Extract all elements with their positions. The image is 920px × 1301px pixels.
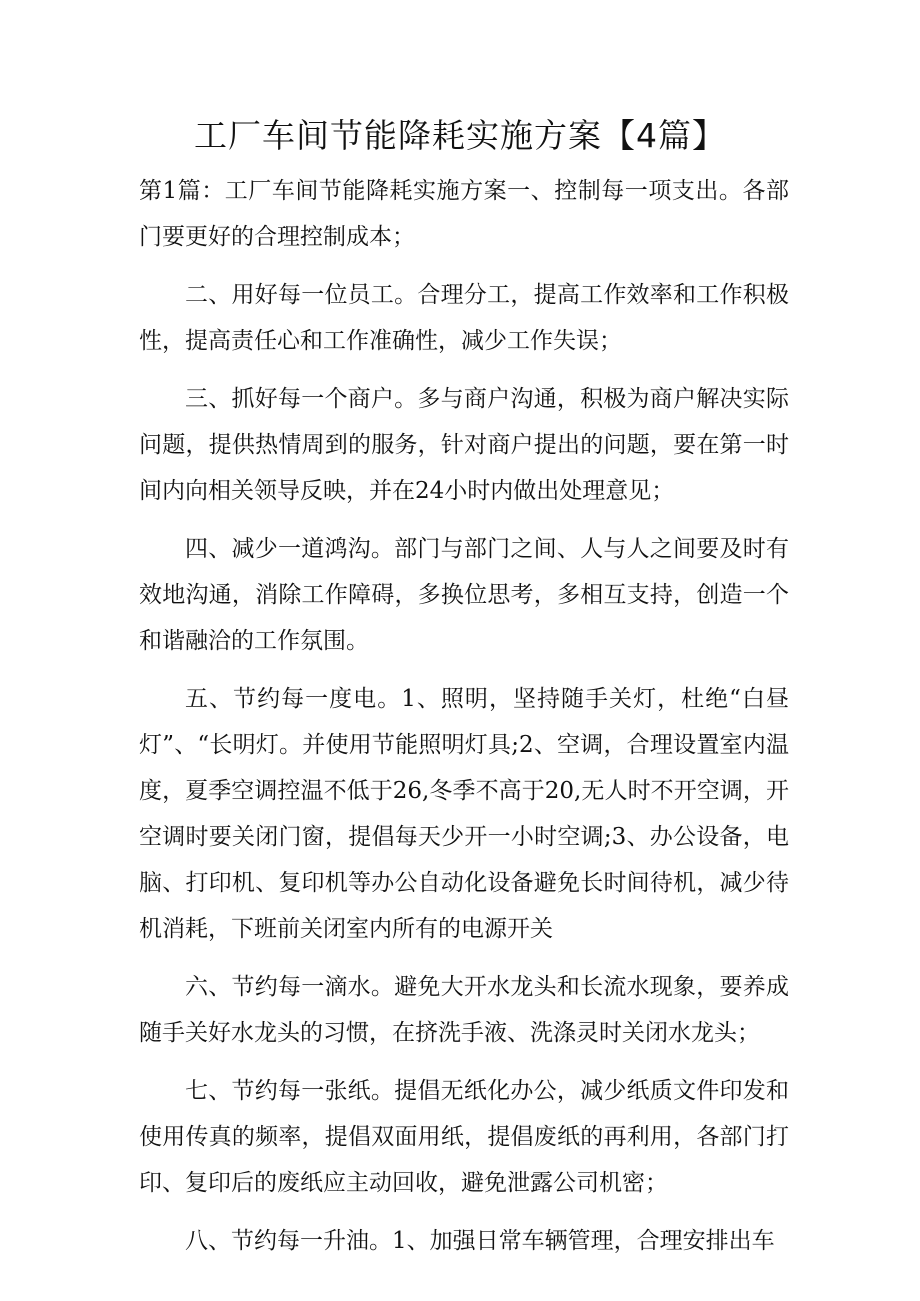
paragraph-8: 八、节约每一升油。1、加强日常车辆管理，合理安排出车: [185, 1228, 775, 1254]
paragraph-1: 第1篇：工厂车间节能降耗实施方案一、控制每一项支出。各部门要更好的合理控制成本；: [139, 178, 789, 250]
paragraph-4: 四、减少一道鸿沟。部门与部门之间、人与人之间要及时有效地沟通，消除工作障碍，多换位思考，多相互支持，创造一个和谐融洽的工作氛围。: [139, 536, 789, 654]
document-body: [139, 168, 789, 1276]
paragraph-5: 五、节约每一度电。1、照明，坚持随手关灯，杜绝“白昼灯”、“长明灯。并使用节能照明灯具;2、空调，合理设置室内温度，夏季空调控温不低于26,冬季不高于20,无人时不开空调，开空调时要关闭门窗，提倡每天少开一小时空调;3、办公设备，电脑、打印机、复印机等办公自动化设备避免长时间待机，减少待机消耗，下班前关闭室内所有的电源开关: [139, 686, 789, 942]
paragraph-7: 七、节约每一张纸。提倡无纸化办公，减少纸质文件印发和使用传真的频率，提倡双面用纸，提倡废纸的再利用，各部门打印、复印后的废纸应主动回收，避免泄露公司机密；: [139, 1078, 789, 1196]
document-title: 工厂车间节能降耗实施方案【4篇】: [194, 116, 726, 155]
paragraph-2: 二、用好每一位员工。合理分工，提高工作效率和工作积极性，提高责任心和工作准确性，减少工作失误；: [139, 282, 789, 354]
paragraph-3: 三、抓好每一个商户。多与商户沟通，积极为商户解决实际问题，提供热情周到的服务，针对商户提出的问题，要在第一时间内向相关领导反映，并在24小时内做出处理意见；: [139, 386, 789, 504]
paragraph-6: 六、节约每一滴水。避免大开水龙头和长流水现象，要养成随手关好水龙头的习惯，在挤洗手液、洗涤灵时关闭水龙头；: [139, 974, 789, 1046]
